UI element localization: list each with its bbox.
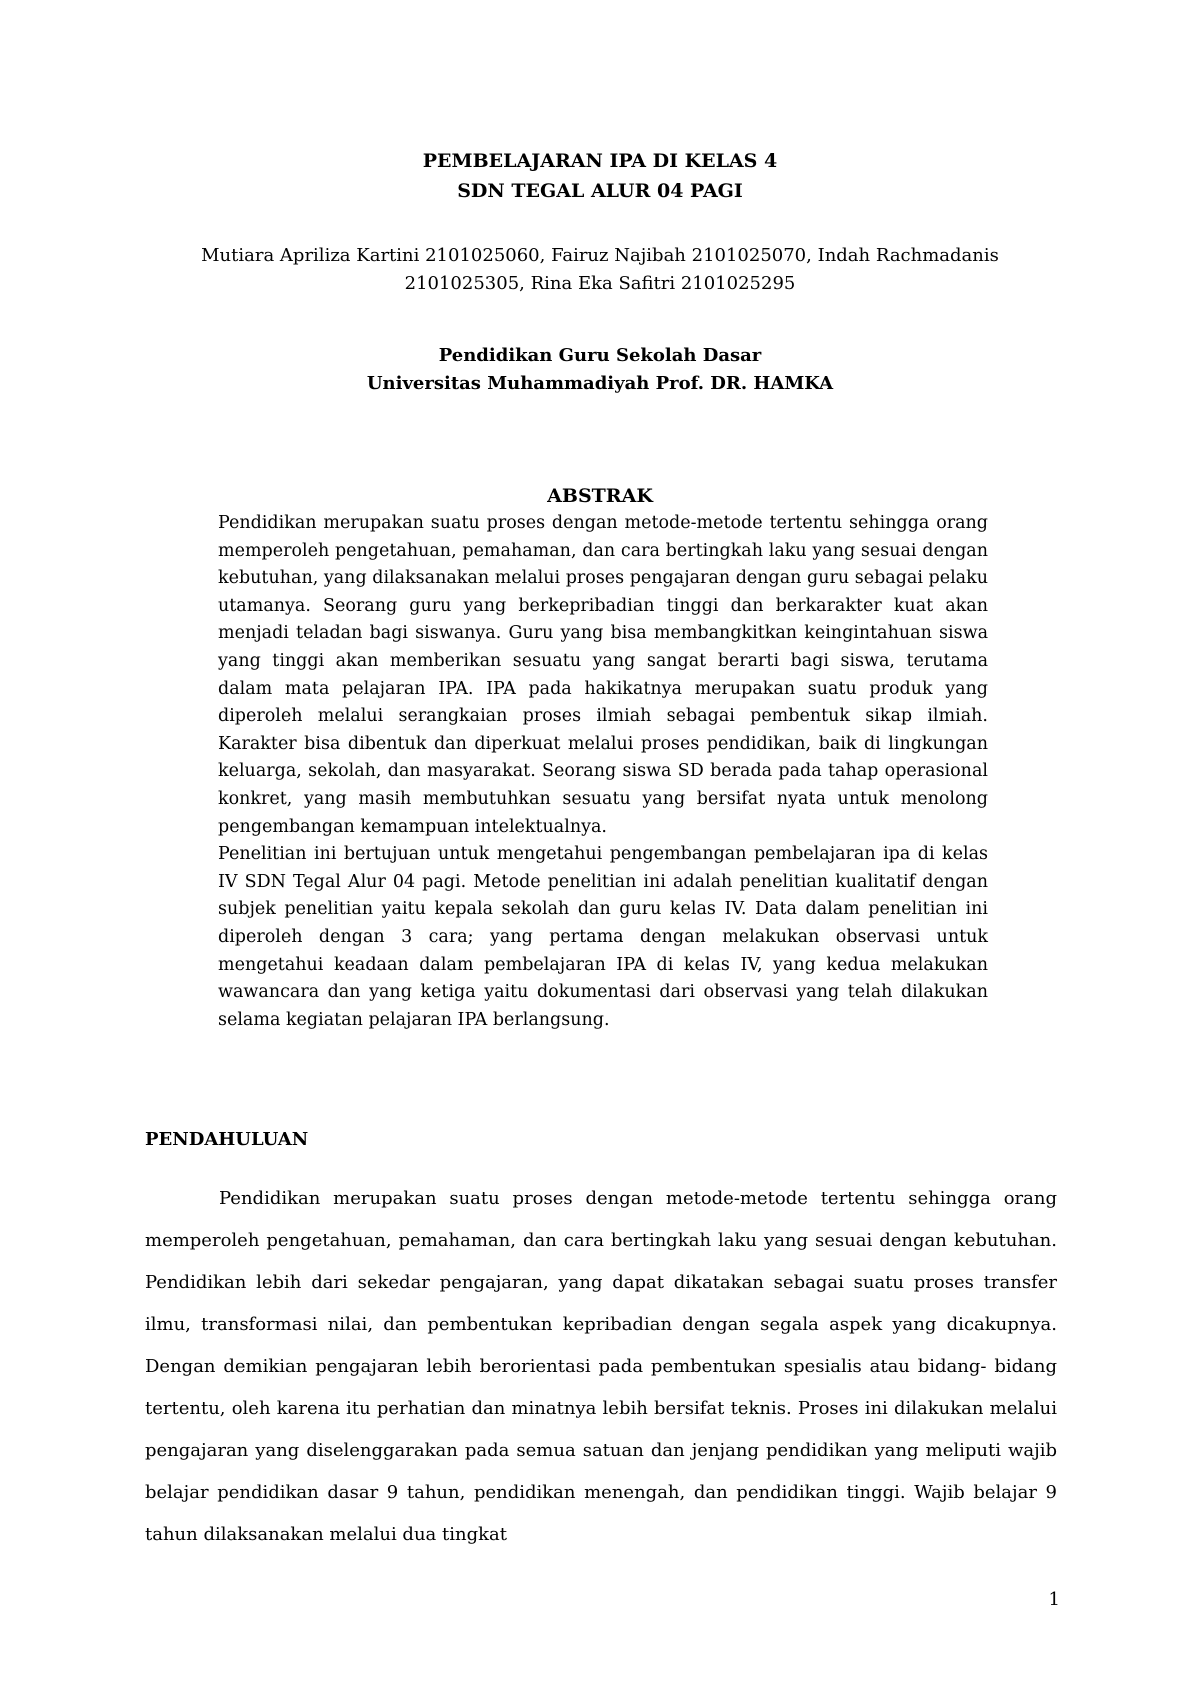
abstract-body — [218, 510, 988, 1034]
paper-title-line-1: PEMBELAJARAN IPA DI KELAS 4 — [422, 150, 778, 172]
paper-title-line-2: SDN TEGAL ALUR 04 PAGI — [457, 180, 743, 202]
affiliation-department: Pendidikan Guru Sekolah Dasar — [438, 345, 762, 366]
page-number: 1 — [1048, 1589, 1060, 1610]
introduction-body — [145, 1178, 1057, 1556]
author-list: Mutiara Apriliza Kartini 2101025060, Fairuz Najibah 2101025070, Indah Rachmadanis 2101025305, Rina Eka Safitri 2101025295 — [201, 245, 999, 294]
section-heading-introduction: PENDAHULUAN — [145, 1129, 309, 1150]
abstract-paragraph: Pendidikan merupakan suatu proses dengan metode-metode tertentu sehingga orang memperoleh pengetahuan, pemahaman, dan cara bertingkah laku yang sesuai dengan kebutuhan, yang dilaksanakan melalui proses pengajaran dengan guru sebagai pelaku utamanya. Seorang guru yang berkepribadian tinggi dan berkarakter kuat akan menjadi teladan bagi siswanya. Guru yang bisa membangkitkan keingintahuan siswa yang tinggi akan memberikan sesuatu yang sangat berarti bagi siswa, terutama dalam mata pelajaran IPA. IPA pada hakikatnya merupakan suatu produk yang diperoleh melalui serangkaian proses ilmiah sebagai pembentuk sikap ilmiah. Karakter bisa dibentuk dan diperkuat melalui proses pendidikan, baik di lingkungan keluarga, sekolah, dan masyarakat. Seorang siswa SD berada pada tahap operasional konkret, yang masih membutuhkan sesuatu yang bersifat nyata untuk menolong pengembangan kemampuan intelektualnya. — [218, 513, 988, 837]
affiliation-university: Universitas Muhammadiyah Prof. DR. HAMKA — [366, 373, 834, 394]
abstract-heading: ABSTRAK — [547, 485, 653, 507]
introduction-paragraph: Pendidikan merupakan suatu proses dengan metode-metode tertentu sehingga orang memperoleh pengetahuan, pemahaman, dan cara bertingkah laku yang sesuai dengan kebutuhan. Pendidikan lebih dari sekedar pengajaran, yang dapat dikatakan sebagai suatu proses transfer ilmu, transformasi nilai, dan pembentukan kepribadian dengan segala aspek yang dicakupnya. Dengan demikian pengajaran lebih berorientasi pada pembentukan spesialis atau bidang- bidang tertentu, oleh karena itu perhatian dan minatnya lebih bersifat teknis. Proses ini dilakukan melalui pengajaran yang diselenggarakan pada semua satuan dan jenjang pendidikan yang meliputi wajib belajar pendidikan dasar 9 tahun, pendidikan menengah, dan pendidikan tinggi. Wajib belajar 9 tahun dilaksanakan melalui dua tingkat — [145, 1188, 1057, 1545]
abstract-paragraph: Penelitian ini bertujuan untuk mengetahui pengembangan pembelajaran ipa di kelas IV SDN Tegal Alur 04 pagi. Metode penelitian ini adalah penelitian kualitatif dengan subjek penelitian yaitu kepala sekolah dan guru kelas IV. Data dalam penelitian ini diperoleh dengan 3 cara; yang pertama dengan melakukan observasi untuk mengetahui keadaan dalam pembelajaran IPA di kelas IV, yang kedua melakukan wawancara dan yang ketiga yaitu dokumentasi dari observasi yang telah dilakukan selama kegiatan pelajaran IPA berlangsung. — [218, 844, 988, 1030]
